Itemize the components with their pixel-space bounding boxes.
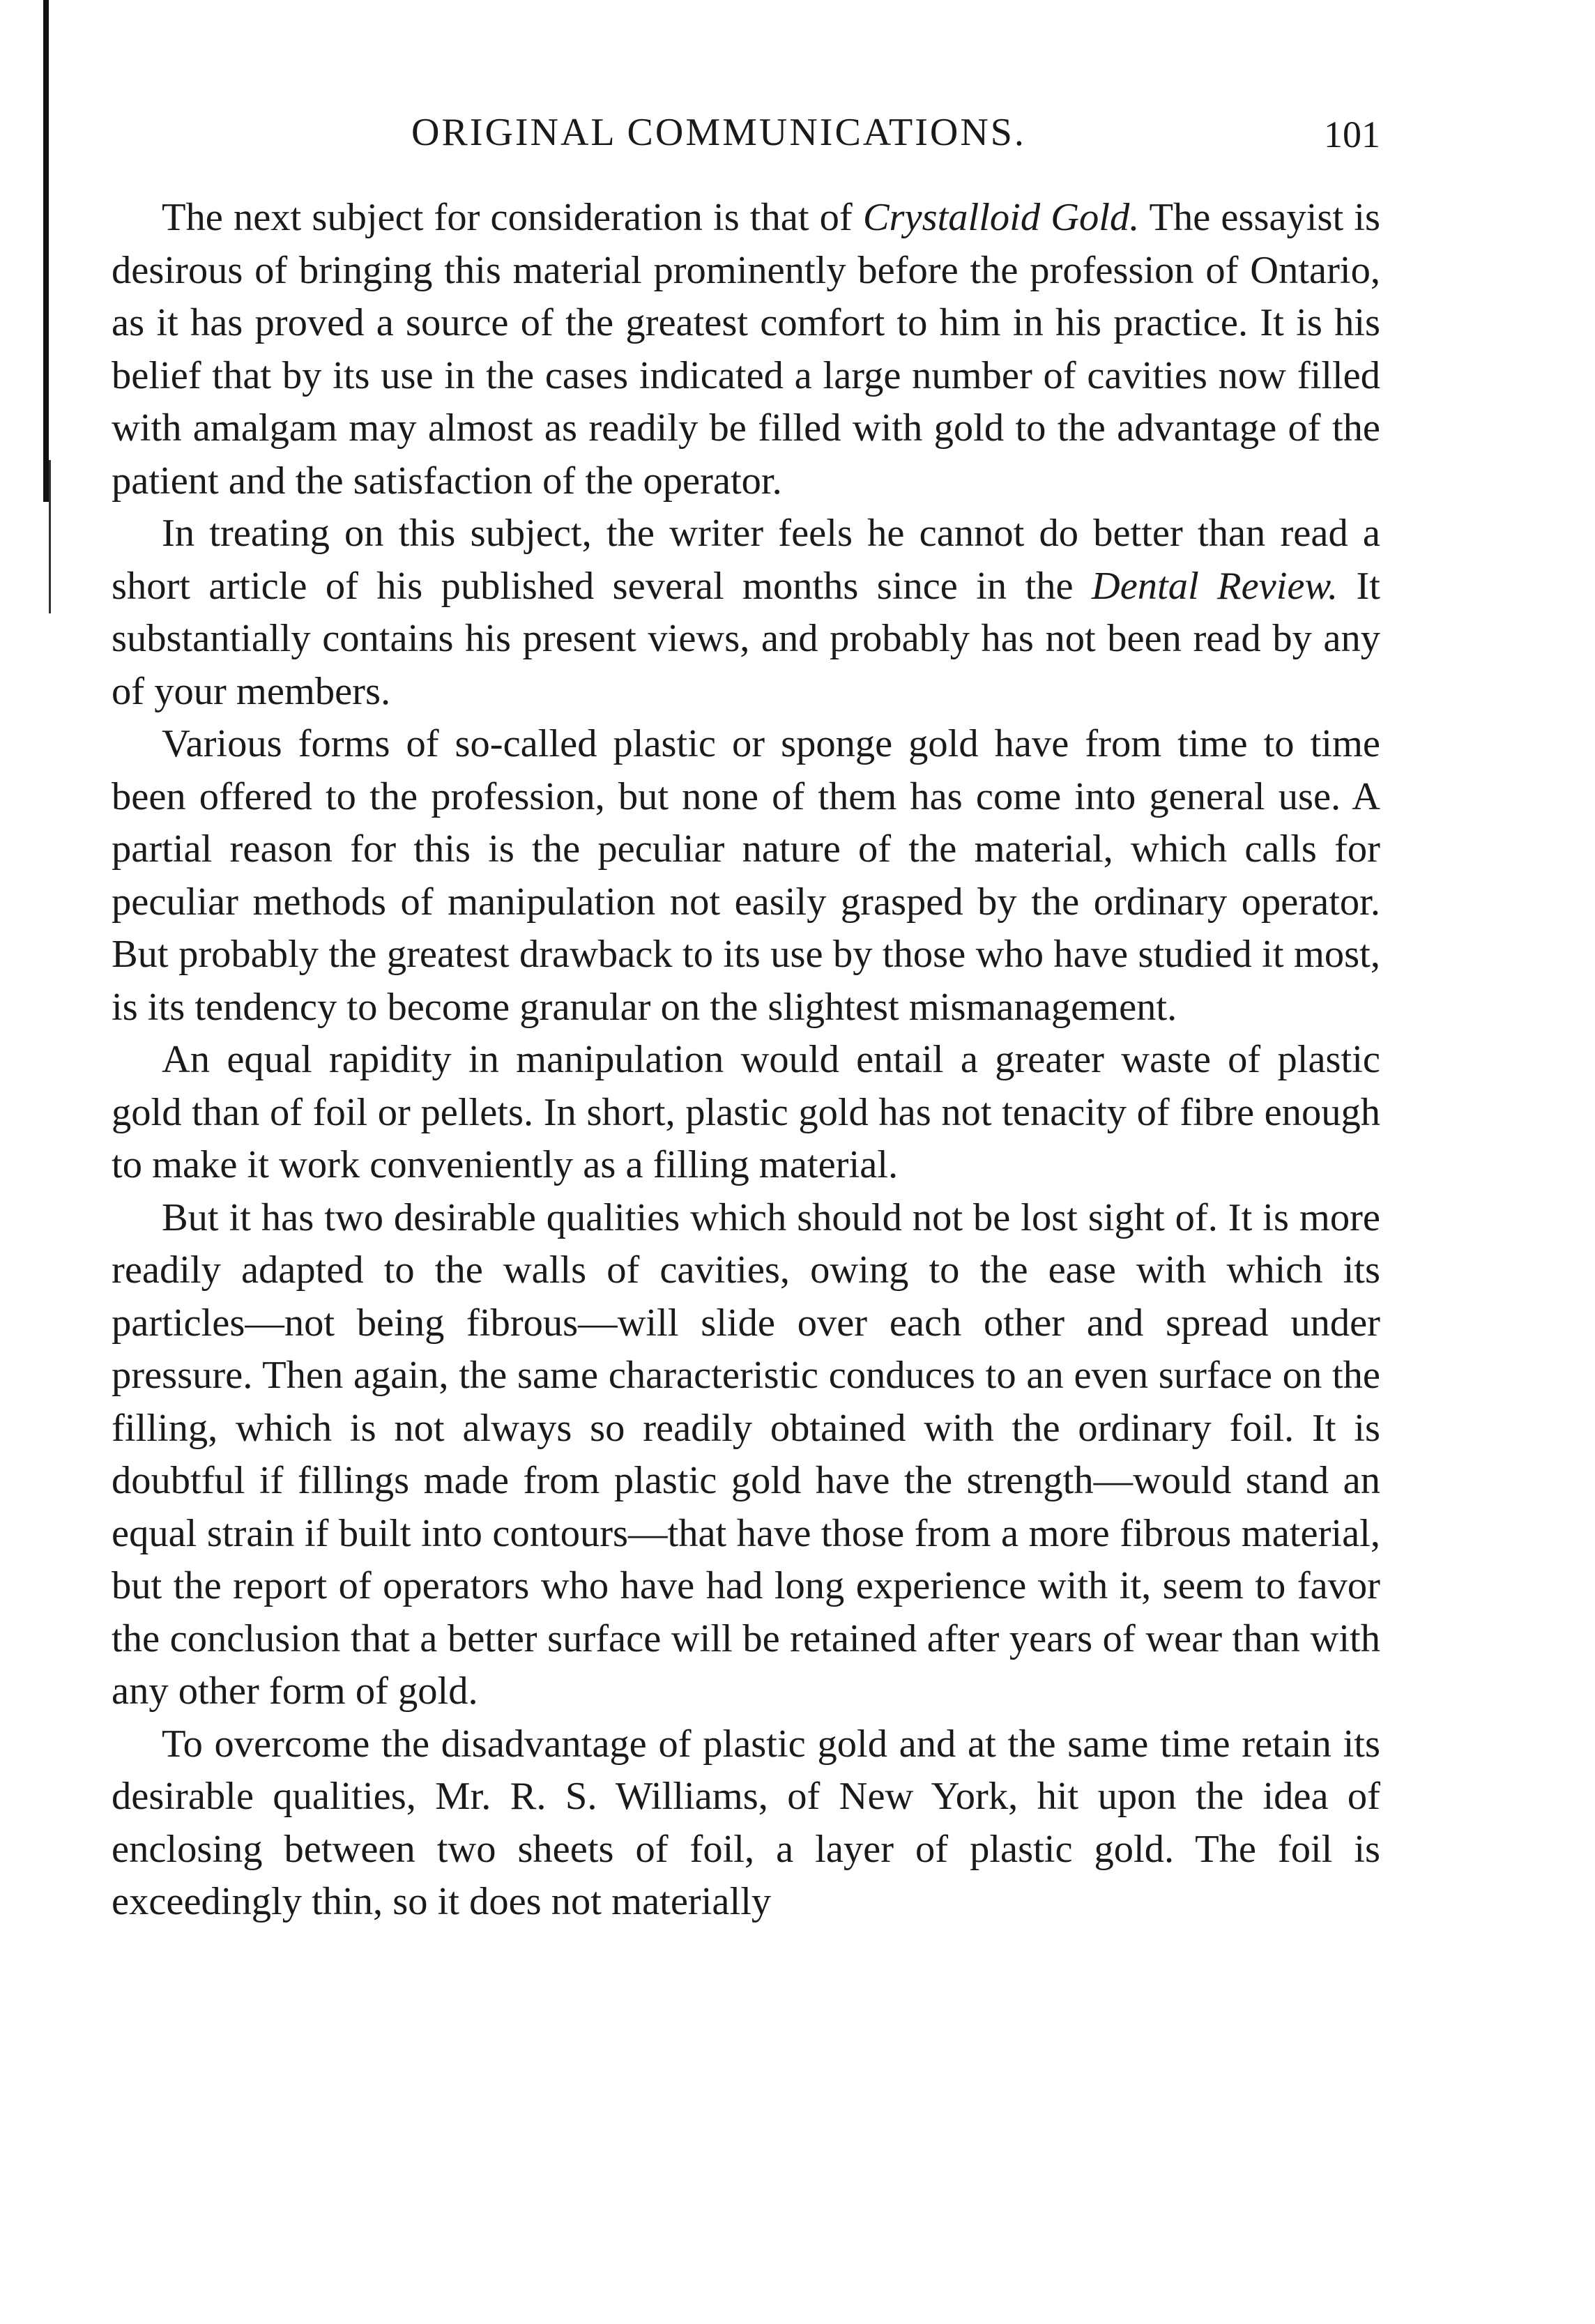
- emphasized-term: Crystalloid Gold.: [862, 196, 1140, 239]
- paragraph-text: But it has two desirable qualities which should not be lost sight of. It is more readily adapted to the walls of cavities, owing to the ease with which its particles—not being fibrous—will slide over each other and spread under pressure. Then again, the same characteristic conduces to an even surface on the filling, which is not always so readily obtained with the ordinary foil. It is doubtful if fillings made from plastic gold have the strength—would stand an equal strain if built into contours—that have those from a more fibrous material, but the report of operators who have had long experience with it, seem to favor the conclusion that a better surface will be retained after years of wear than with any other form of gold.: [112, 1195, 1380, 1713]
- paragraph-text: To overcome the disadvantage of plastic gold and at the same time retain its desirable qualities, Mr. R. S. Williams, of New York, hit upon the idea of enclosing between two sheets of foil, a layer of plastic gold. The foil is exceedingly thin, so it does not materially: [112, 1722, 1380, 1923]
- paragraph-text: The essayist is desirous of bringing this material prominently before the profession of Ontario, as it has proved a source of the greatest comfort to him in his practice. It is his belief that by its use in the cases indicated a large number of cavities now filled with amalgam may almost as readily be filled with gold to the advantage of the patient and the satisfaction of the operator.: [112, 196, 1380, 503]
- scan-edge-mark-thin: [49, 460, 51, 613]
- paragraph-text: The next subject for consideration is that of: [162, 196, 863, 239]
- paragraph-text: An equal rapidity in manipulation would entail a greater waste of plastic gold than of foil or pellets. In short, plastic gold has not tenacity of fibre enough to make it work conveniently as a filling material.: [112, 1038, 1380, 1186]
- running-header: [112, 110, 1380, 166]
- page-number: 101: [1324, 114, 1380, 155]
- paragraph: [112, 507, 1380, 718]
- paragraph: [112, 1718, 1380, 1929]
- paragraph: [112, 1192, 1380, 1718]
- scan-edge-mark: [43, 0, 49, 502]
- paragraph-text: Various forms of so-called plastic or sponge gold have from time to time been offered to the profession, but none of them has come into general use. A partial reason for this is the peculiar nature of the material, which calls for peculiar methods of manipulation not easily grasped by the ordinary operator. But probably the greatest drawback to its use by those who have studied it most, is its tendency to become granular on the slightest mismanagement.: [112, 722, 1380, 1029]
- article-body: [112, 192, 1380, 1929]
- paragraph: [112, 718, 1380, 1034]
- paragraph: [112, 192, 1380, 507]
- paragraph: [112, 1034, 1380, 1192]
- paragraph-text: It substantially contains his present views, and probably has not been read by any of your members.: [112, 564, 1381, 713]
- running-header-title: ORIGINAL COMMUNICATIONS.: [411, 111, 1026, 154]
- journal-title: Dental Review.: [1091, 564, 1338, 608]
- paragraph-text: In treating on this subject, the writer feels he cannot do better than read a short article of his published several months since in the: [112, 512, 1380, 608]
